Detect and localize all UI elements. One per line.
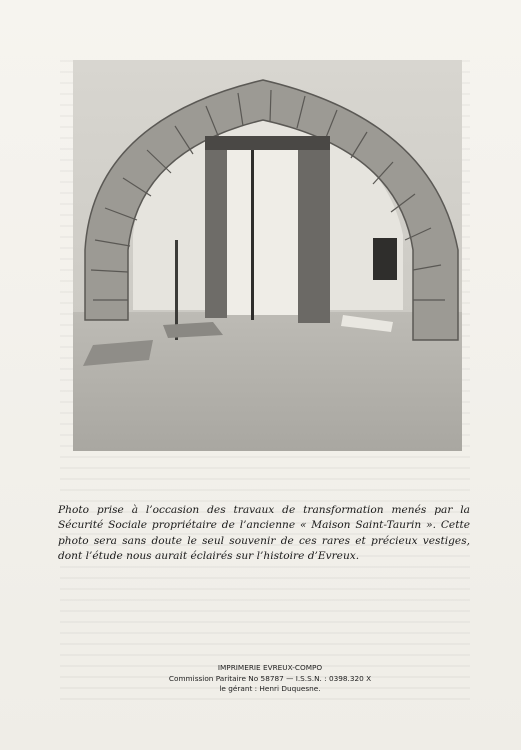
printer-name: IMPRIMERIE EVREUX-COMPO: [217, 663, 323, 672]
archway-photo: [73, 60, 462, 451]
imprint-block: [140, 663, 400, 695]
commission-line: Commission Paritaire No 58787 — I.S.S.N. : 0398.320 X: [168, 673, 372, 683]
archway-photo-illustration: [73, 60, 462, 451]
photo-caption: Photo prise à l’occasion des travaux de transformation menés par la Sécurité Sociale propriétaire de l’ancienne « Maison Saint-Taurin ». Cette photo sera sans doute le seul souvenir de ces rares et précieux vestiges, dont l’étude nous aurait éclairés sur l’histoire d’Evreux.: [58, 504, 470, 562]
manager-line: le gérant : Henri Duquesne.: [219, 684, 321, 693]
